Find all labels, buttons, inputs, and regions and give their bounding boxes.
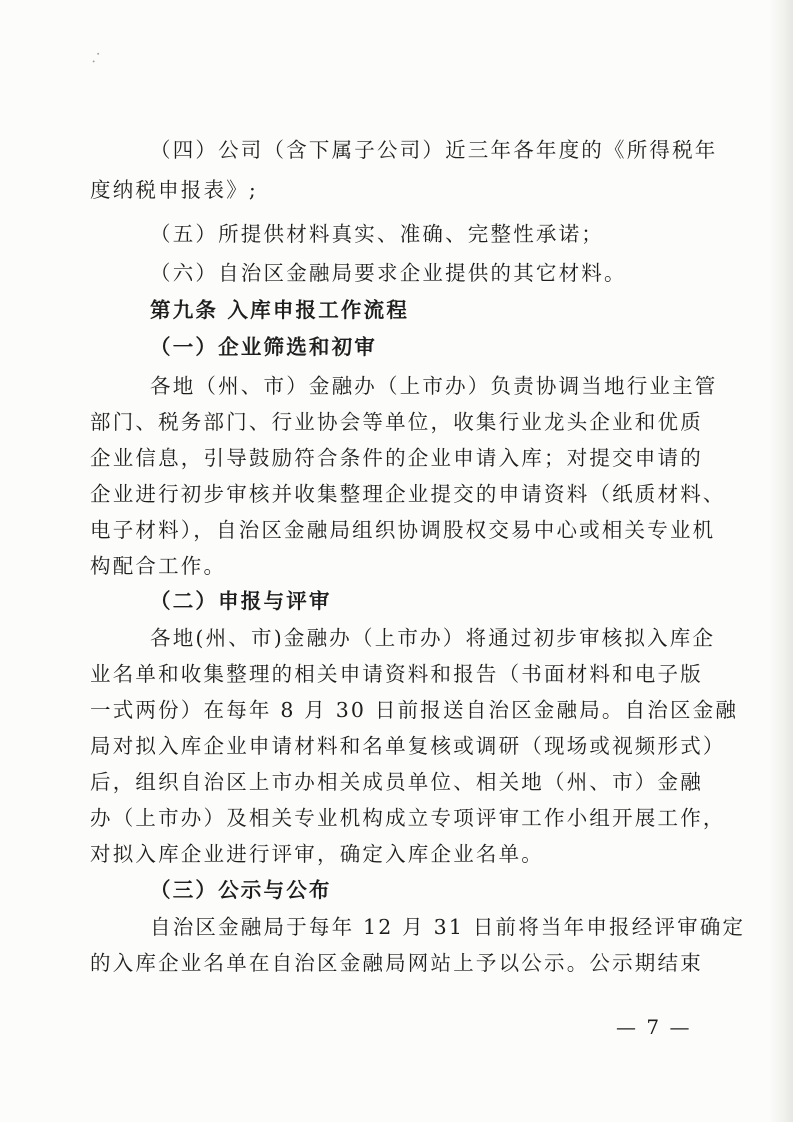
section-1-para-line-2: 部门、税务部门、行业协会等单位，收集行业龙头企业和优质 (90, 410, 703, 434)
section-2-para-line-5: 后，组织自治区上市办相关成员单位、相关地（州、市）金融 (90, 770, 703, 794)
scan-edge-shadow (769, 0, 793, 1122)
section-1-para-line-1: 各地（州、市）金融办（上市办）负责协调当地行业主管 (150, 374, 718, 398)
section-1-para-line-4: 企业进行初步审核并收集整理企业提交的申请资料（纸质材料、 (90, 482, 726, 506)
article-9-heading: 第九条 入库申报工作流程 (150, 298, 410, 322)
section-1-para-line-5: 电子材料），自治区金融局组织协调股权交易中心或相关专业机 (90, 518, 716, 542)
section-2-para-line-1: 各地(州、市)金融办（上市办）将通过初步审核拟入库企 (150, 626, 716, 650)
section-2-para-line-7: 对拟入库企业进行评审，确定入库企业名单。 (90, 842, 544, 866)
section-3-para-line-2: 的入库企业名单在自治区金融局网站上予以公示。公示期结束 (90, 951, 703, 975)
section-2-para-line-3: 一式两份）在每年 8 月 30 日前报送自治区金融局。自治区金融 (90, 698, 739, 722)
paragraph-item-5: （五）所提供材料真实、准确、完整性承诺； (150, 222, 604, 246)
paragraph-item-4-line-1: （四）公司（含下属子公司）近三年各年度的《所得税年 (150, 138, 718, 162)
paragraph-item-4-line-2: 度纳税申报表》; (90, 178, 259, 202)
scan-speck: · · (86, 48, 107, 68)
section-3-para-line-1: 自治区金融局于每年 12 月 31 日前将当年申报经评审确定 (150, 915, 746, 939)
section-3-heading: （三）公示与公布 (150, 878, 332, 902)
section-2-para-line-4: 局对拟入库企业申请材料和名单复核或调研（现场或视频形式） (90, 734, 726, 758)
section-2-heading: （二）申报与评审 (150, 589, 332, 613)
page-number: — 7 — (616, 1015, 692, 1039)
section-1-para-line-6: 构配合工作。 (90, 554, 227, 578)
section-2-para-line-6: 办（上市办）及相关专业机构成立专项评审工作小组开展工作， (90, 806, 726, 830)
paragraph-item-6: （六）自治区金融局要求企业提供的其它材料。 (150, 261, 627, 285)
section-1-heading: （一）企业筛选和初审 (150, 335, 377, 359)
section-2-para-line-2: 业名单和收集整理的相关申请资料和报告（书面材料和电子版 (90, 662, 703, 686)
section-1-para-line-3: 企业信息，引导鼓励符合条件的企业申请入库；对提交申请的 (90, 446, 703, 470)
